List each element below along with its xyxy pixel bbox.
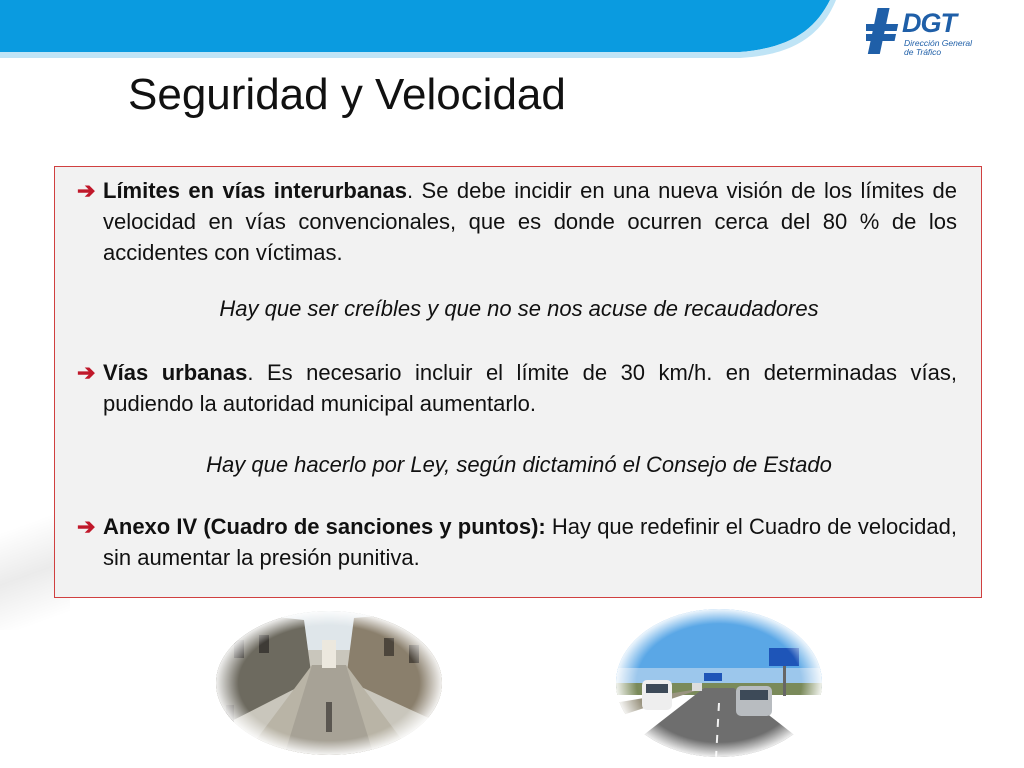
bullet-urban [77,357,957,419]
arrow-right-icon: ➔ [77,178,96,203]
dgt-cross-icon [866,6,906,56]
bullet-body: Hay que redefinir el Cuadro de velocidad, sin aumentar la presión punitiva. [103,514,957,570]
quote-interurban: Hay que ser creíbles y que no se nos acuse de recaudadores [219,296,819,321]
arrow-right-icon: ➔ [77,514,96,539]
bullet-body: . Se debe incidir en una nueva visión de los límites de velocidad en vías convencionales, que es donde ocurren cerca del 80 % de los accidentes con víctimas. [103,178,957,265]
logo-subtitle: Dirección General de Tráfico [904,38,973,57]
bullet-heading: Vías urbanas [103,360,248,385]
bullet-annex [77,511,957,573]
quote-urban: Hay que hacerlo por Ley, según dictaminó el Consejo de Estado [206,452,832,477]
page-title: Seguridad y Velocidad [128,70,566,119]
highway-photo [614,608,824,758]
arrow-right-icon: ➔ [77,360,96,385]
urban-street-photo [214,610,444,756]
logo-wordmark: DGT [902,8,956,38]
bullet-heading: Anexo IV (Cuadro de sanciones y puntos): [103,514,546,539]
dgt-logo [866,6,996,64]
content-box [54,166,982,598]
bullet-interurban [77,175,957,268]
bullet-heading: Límites en vías interurbanas [103,178,408,203]
bullet-body: . Es necesario incluir el límite de 30 km/h. en determinadas vías, pudiendo la autoridad municipal aumentarlo. [103,360,958,416]
